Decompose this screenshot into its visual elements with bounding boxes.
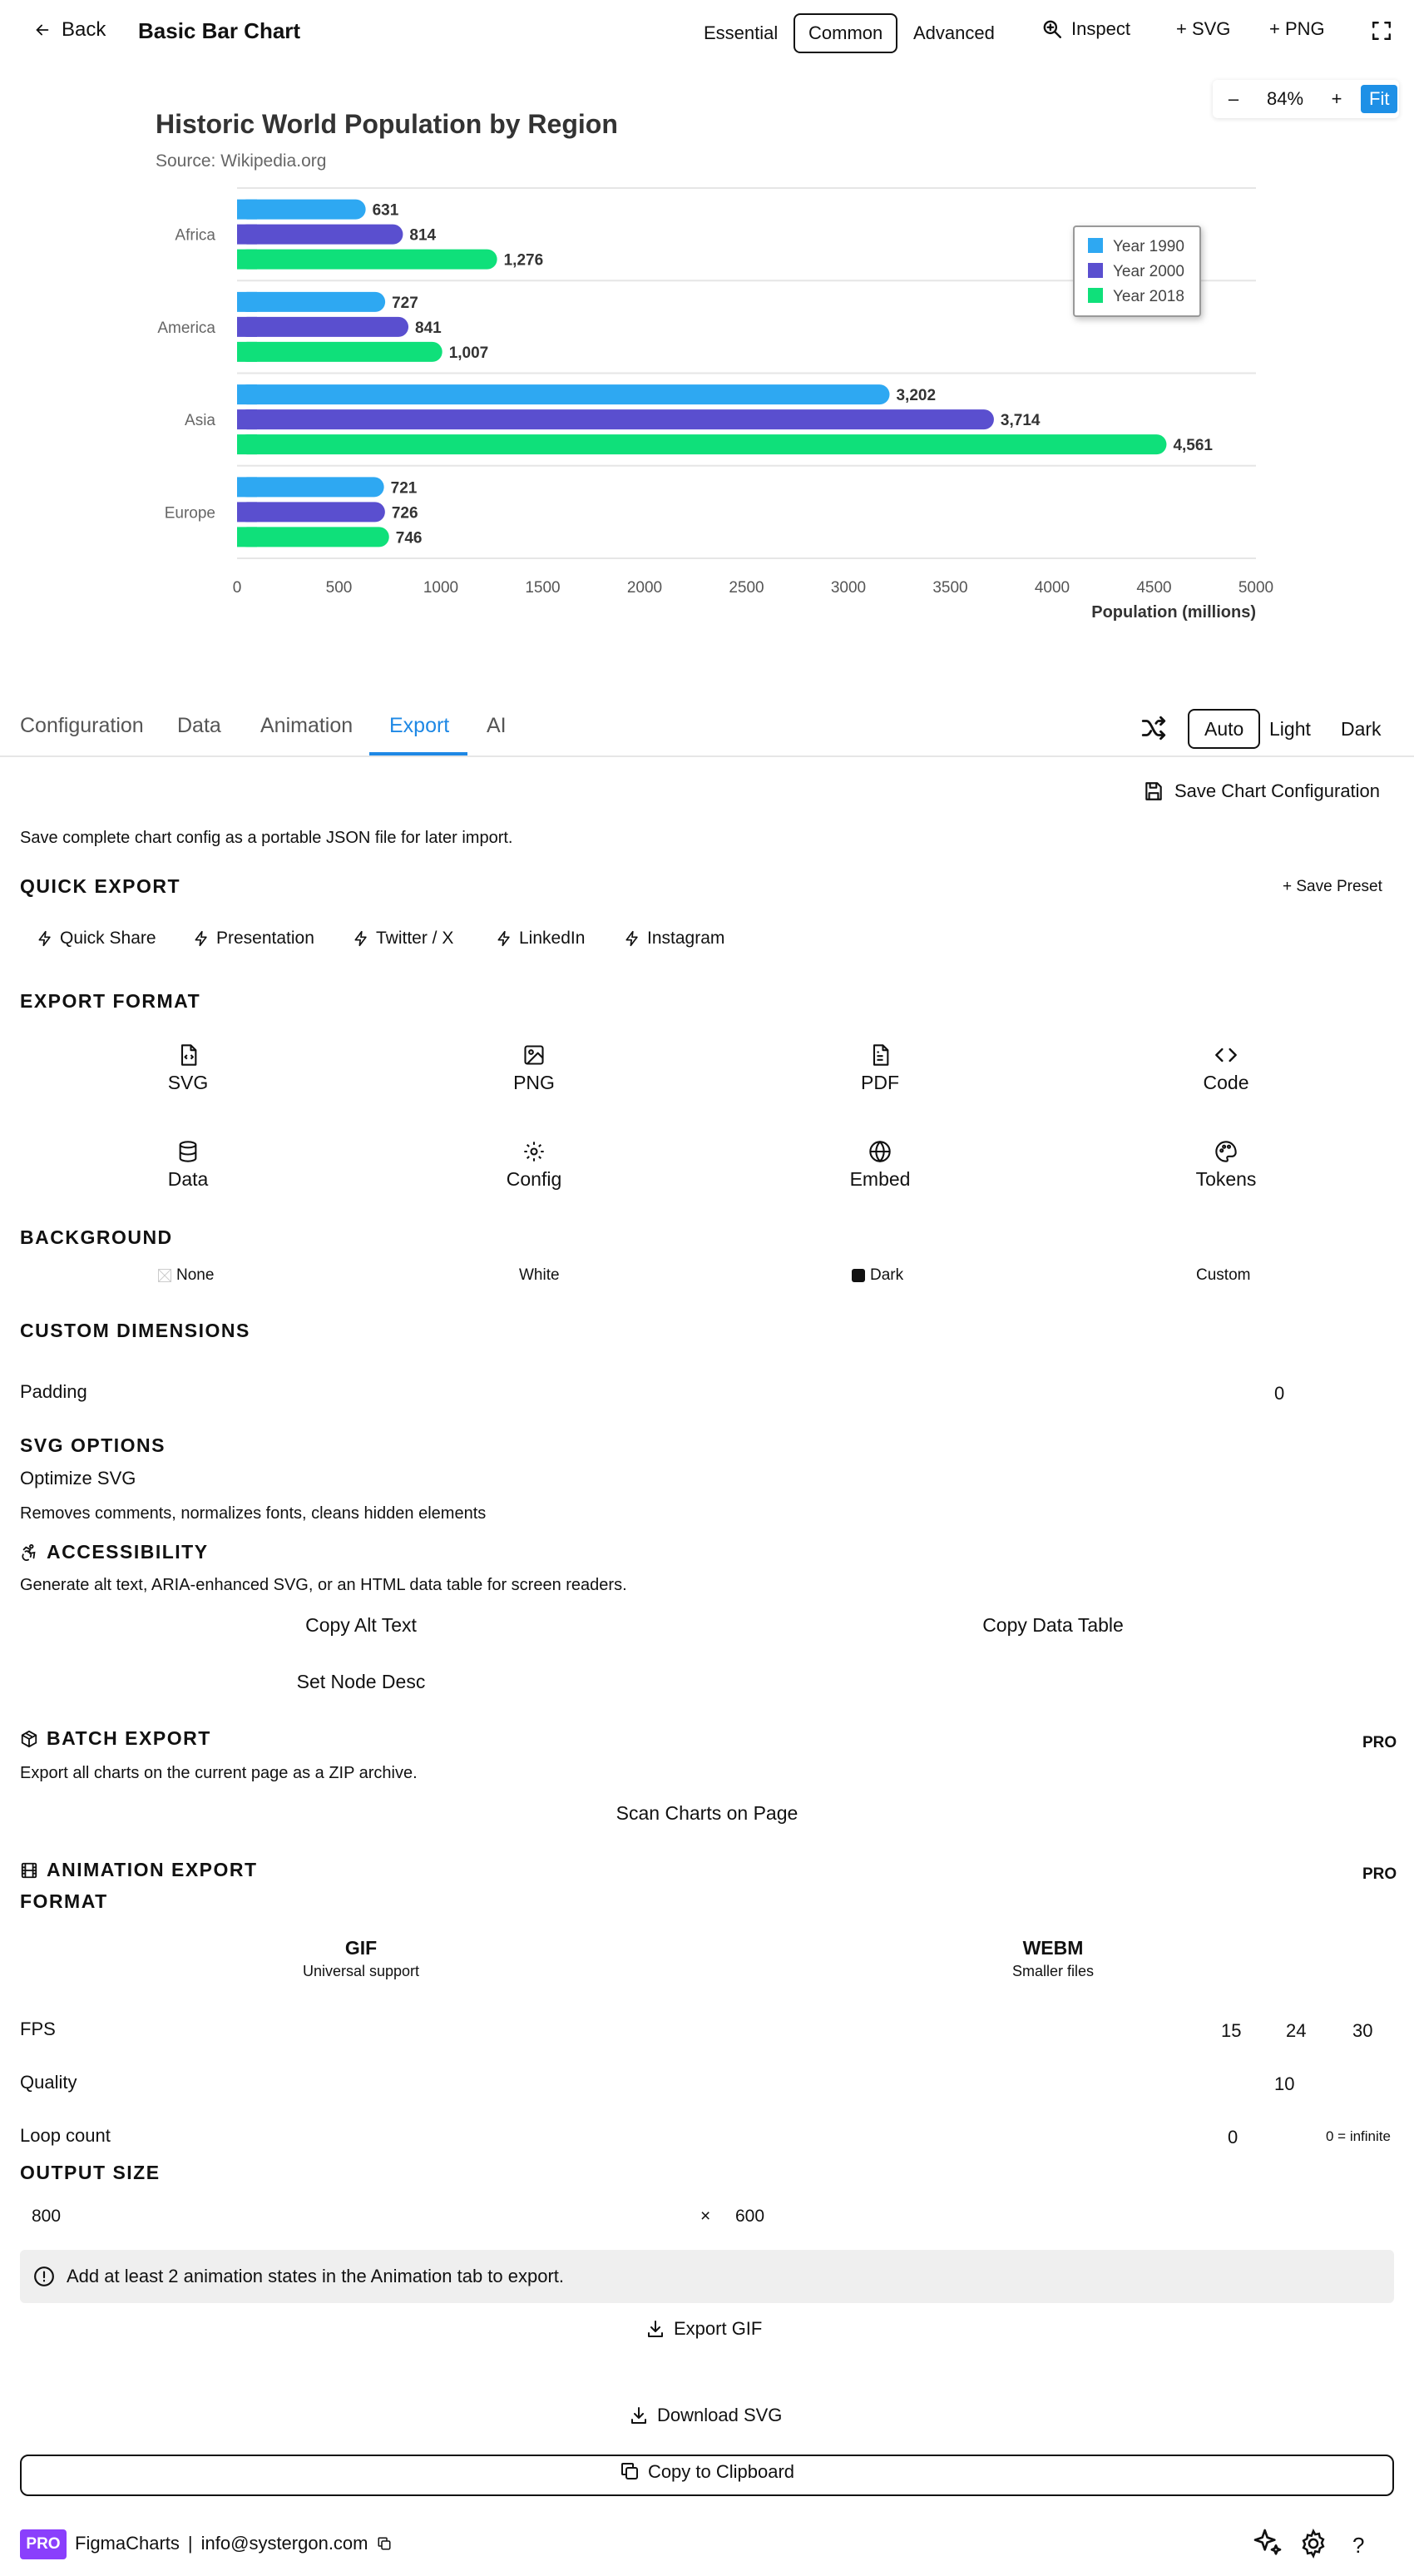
data-label: 1,007 <box>448 344 489 362</box>
bar[interactable] <box>237 409 994 429</box>
bar[interactable] <box>237 384 889 404</box>
data-label: 727 <box>392 294 418 312</box>
animation-notice <box>20 2250 1394 2303</box>
bar[interactable] <box>237 225 403 245</box>
info-icon <box>33 2266 55 2287</box>
preset-quick-share[interactable]: Quick Share <box>37 929 156 949</box>
save-preset-button[interactable]: + Save Preset <box>1283 878 1382 895</box>
background-heading: BACKGROUND <box>20 1226 173 1248</box>
bar-base <box>237 250 257 270</box>
format-data[interactable]: Data <box>105 1140 271 1191</box>
legend-swatch <box>1088 288 1103 303</box>
format-png[interactable]: PNG <box>451 1043 617 1094</box>
bar-base <box>237 292 257 312</box>
inspect-button[interactable]: Inspect <box>1041 18 1130 40</box>
mode-advanced[interactable]: Advanced <box>913 22 995 43</box>
category-label: Europe <box>164 504 215 523</box>
fullscreen-button[interactable] <box>1371 20 1392 42</box>
bar[interactable] <box>237 477 384 497</box>
transparent-swatch-icon <box>158 1269 171 1282</box>
output-size-heading: OUTPUT SIZE <box>20 2162 161 2183</box>
lightning-icon <box>496 930 512 947</box>
data-label: 814 <box>409 226 437 245</box>
quality-label: Quality <box>20 2072 77 2093</box>
format-tokens[interactable]: Tokens <box>1143 1140 1309 1191</box>
shuffle-button[interactable] <box>1140 714 1168 742</box>
footer-separator: | <box>187 2533 193 2554</box>
data-label: 4,561 <box>1173 437 1213 455</box>
loop-count-label: Loop count <box>20 2125 111 2146</box>
x-tick-label: 1500 <box>525 579 561 597</box>
category-label: Asia <box>185 412 215 430</box>
accessibility-icon <box>20 1543 38 1562</box>
data-label: 3,202 <box>896 387 937 405</box>
shuffle-icon <box>1140 714 1168 742</box>
data-label: 3,714 <box>1000 412 1041 430</box>
back-label: Back <box>62 18 106 41</box>
bar-base <box>237 317 257 337</box>
preset-presentation[interactable]: Presentation <box>193 929 314 949</box>
file-text-icon <box>797 1043 963 1067</box>
optimize-svg-toggle[interactable]: Optimize SVG <box>20 1468 136 1489</box>
lightning-icon <box>624 930 640 947</box>
zoom-out-button[interactable]: – <box>1228 88 1239 109</box>
x-tick-label: 1000 <box>423 579 459 597</box>
quality-input[interactable]: 10 <box>1274 2073 1295 2094</box>
tab-export[interactable]: Export <box>389 714 450 737</box>
theme-auto[interactable]: Auto <box>1188 709 1260 749</box>
format-embed[interactable]: Embed <box>797 1140 963 1191</box>
animation-notice-text: Add at least 2 animation states in the Animation tab to export. <box>67 2266 565 2286</box>
bar[interactable] <box>237 502 385 522</box>
download-svg-button[interactable]: Download SVG <box>629 2405 782 2426</box>
zoom-in-icon <box>1041 18 1063 40</box>
bar[interactable] <box>237 527 389 547</box>
copy-data-table-button[interactable]: Copy Data Table <box>982 1614 1124 1636</box>
background-dark[interactable]: Dark <box>852 1266 903 1285</box>
download-icon <box>629 2405 649 2425</box>
accessibility-section <box>20 1541 209 1563</box>
x-tick-label: 500 <box>325 579 353 597</box>
x-tick-label: 5000 <box>1238 579 1274 597</box>
bar-base <box>237 200 257 220</box>
data-label: 841 <box>415 319 442 337</box>
fps-option-15[interactable]: 15 <box>1221 2020 1242 2041</box>
chart-legend <box>1074 226 1200 316</box>
lightning-icon <box>37 930 53 947</box>
save-config-description: Save complete chart config as a portable JSON file for later import. <box>20 829 513 847</box>
format-pdf[interactable]: PDF <box>797 1043 963 1094</box>
bar-base <box>237 409 257 429</box>
theme-dark[interactable]: Dark <box>1341 718 1382 740</box>
footer-pro-badge[interactable]: PRO <box>20 2529 67 2559</box>
fullscreen-icon <box>1371 20 1392 42</box>
film-icon <box>20 1861 38 1880</box>
save-config-button[interactable]: Save Chart Configuration <box>1143 780 1380 802</box>
bar[interactable] <box>237 317 408 337</box>
legend-label: Year 1990 <box>1113 238 1184 255</box>
chart-subtitle: Source: Wikipedia.org <box>156 151 327 171</box>
theme-light[interactable]: Light <box>1269 718 1311 740</box>
tab-animation[interactable]: Animation <box>260 714 354 737</box>
background-custom[interactable]: Custom <box>1196 1266 1251 1284</box>
padding-input[interactable]: 0 <box>1274 1383 1285 1404</box>
fps-label: FPS <box>20 2019 56 2039</box>
mode-essential[interactable]: Essential <box>704 22 779 43</box>
bar-chart <box>0 92 1298 641</box>
arrow-left-icon <box>33 21 52 39</box>
custom-dimensions-heading: CUSTOM DIMENSIONS <box>20 1320 250 1341</box>
add-png-button[interactable]: + PNG <box>1269 18 1325 39</box>
animation-format-heading: FORMAT <box>20 1890 108 1912</box>
lightning-icon <box>193 930 210 947</box>
database-icon <box>105 1140 271 1163</box>
gear-icon <box>451 1140 617 1163</box>
x-tick-label: 4000 <box>1034 579 1070 597</box>
padding-label: Padding <box>20 1381 87 1402</box>
copy-to-clipboard-button[interactable]: Copy to Clipboard <box>20 2455 1394 2496</box>
palette-icon <box>1143 1140 1309 1163</box>
file-code-icon <box>105 1043 271 1067</box>
animation-export-section <box>20 1859 258 1881</box>
x-tick-label: 2500 <box>729 579 764 597</box>
bar-base <box>237 477 257 497</box>
scan-charts-button[interactable]: Scan Charts on Page <box>616 1802 798 1824</box>
data-label: 1,276 <box>503 251 544 270</box>
x-axis-label: Population (millions) <box>1091 603 1256 622</box>
gear-icon <box>1298 2528 1329 2559</box>
copy-email-icon[interactable] <box>377 2536 392 2551</box>
animation-pro-badge: PRO <box>1362 1865 1397 1883</box>
format-code[interactable]: Code <box>1143 1043 1309 1094</box>
category-label: Africa <box>175 226 215 245</box>
batch-export-heading: BATCH EXPORT <box>47 1727 211 1749</box>
legend-swatch <box>1088 238 1103 253</box>
output-width-input[interactable]: 800 <box>32 2207 62 2226</box>
chart-title: Historic World Population by Region <box>156 109 618 139</box>
format-config[interactable]: Config <box>451 1140 617 1191</box>
x-tick-label: 4500 <box>1136 579 1172 597</box>
data-label: 746 <box>395 529 423 547</box>
data-label: 631 <box>372 201 399 220</box>
preset-linkedin[interactable]: LinkedIn <box>496 929 585 949</box>
fit-button[interactable]: Fit <box>1361 85 1397 113</box>
tabs-divider <box>0 755 1414 757</box>
help-button[interactable]: ? <box>1352 2533 1365 2558</box>
image-icon <box>451 1043 617 1067</box>
output-size-times: × <box>700 2207 711 2226</box>
footer-info <box>75 2533 392 2554</box>
bar-base <box>237 502 257 522</box>
preset-instagram[interactable]: Instagram <box>624 929 724 949</box>
page-title: Basic Bar Chart <box>138 18 301 43</box>
format-gif-option[interactable]: GIF Universal support <box>302 1937 420 1979</box>
globe-icon <box>797 1140 963 1163</box>
code-icon <box>1143 1043 1309 1067</box>
back-button[interactable] <box>33 18 106 42</box>
top-bar <box>0 0 1414 67</box>
export-gif-button[interactable]: Export GIF <box>645 2318 762 2340</box>
set-node-desc-button[interactable]: Set Node Desc <box>296 1671 426 1692</box>
background-white[interactable]: White <box>519 1266 560 1284</box>
x-tick-label: 3500 <box>932 579 968 597</box>
add-svg-button[interactable]: + SVG <box>1176 18 1231 39</box>
accessibility-description: Generate alt text, ARIA-enhanced SVG, or an HTML data table for screen readers. <box>20 1576 627 1594</box>
tab-data[interactable]: Data <box>177 714 221 737</box>
accessibility-heading: ACCESSIBILITY <box>47 1541 209 1563</box>
footer-email[interactable]: info@systergon.com <box>200 2533 368 2554</box>
format-svg[interactable]: SVG <box>105 1043 271 1094</box>
batch-pro-badge: PRO <box>1362 1734 1397 1751</box>
batch-export-description: Export all charts on the current page as a ZIP archive. <box>20 1764 418 1782</box>
category-label: America <box>157 319 215 337</box>
format-webm-option[interactable]: WEBM Smaller files <box>1011 1937 1095 1979</box>
bar-base <box>237 527 257 547</box>
bar-base <box>237 342 257 362</box>
fps-option-24[interactable]: 24 <box>1286 2020 1307 2041</box>
optimize-svg-description: Removes comments, normalizes fonts, cleans hidden elements <box>20 1504 487 1523</box>
zoom-level: 84% <box>1266 88 1304 109</box>
dark-swatch-icon <box>852 1269 865 1282</box>
tab-ai[interactable]: AI <box>487 714 507 737</box>
sparkles-icon <box>1251 2526 1284 2559</box>
data-label: 721 <box>390 479 418 498</box>
output-height-input[interactable]: 600 <box>735 2207 765 2226</box>
mode-common[interactable]: Common <box>794 13 897 53</box>
legend-label: Year 2000 <box>1113 263 1184 280</box>
fps-option-30[interactable]: 30 <box>1352 2020 1373 2041</box>
bar[interactable] <box>237 250 497 270</box>
package-icon <box>20 1730 38 1748</box>
loop-count-input[interactable]: 0 <box>1228 2127 1238 2147</box>
x-tick-label: 2000 <box>626 579 663 597</box>
zoom-in-button[interactable]: + <box>1331 88 1342 109</box>
data-label: 726 <box>391 504 418 523</box>
bar-base <box>237 434 257 454</box>
download-icon <box>645 2319 665 2339</box>
bar[interactable] <box>237 292 385 312</box>
animation-export-heading: ANIMATION EXPORT <box>47 1859 258 1880</box>
legend-swatch <box>1088 263 1103 278</box>
save-icon <box>1143 780 1164 802</box>
footer-brand: FigmaCharts <box>75 2533 180 2554</box>
settings-button[interactable] <box>1298 2528 1329 2559</box>
legend-label: Year 2018 <box>1113 288 1184 305</box>
bar[interactable] <box>237 342 442 362</box>
bar[interactable] <box>237 434 1166 454</box>
batch-export-section <box>20 1727 211 1750</box>
copy-alt-text-button[interactable]: Copy Alt Text <box>305 1614 417 1636</box>
bar-base <box>237 384 257 404</box>
tab-configuration[interactable]: Configuration <box>20 714 144 737</box>
loop-count-hint: 0 = infinite <box>1326 2128 1391 2144</box>
preset-twitter[interactable]: Twitter / X <box>353 929 453 949</box>
background-none[interactable]: None <box>158 1266 214 1285</box>
svg-options-heading: SVG OPTIONS <box>20 1434 166 1456</box>
bar-base <box>237 225 257 245</box>
export-format-heading: EXPORT FORMAT <box>20 990 201 1012</box>
ai-sparkle-button[interactable] <box>1251 2526 1284 2559</box>
x-tick-label: 0 <box>232 579 242 597</box>
lightning-icon <box>353 930 369 947</box>
quick-export-heading: QUICK EXPORT <box>20 875 181 897</box>
x-tick-label: 3000 <box>830 579 867 597</box>
copy-icon <box>620 2461 640 2481</box>
